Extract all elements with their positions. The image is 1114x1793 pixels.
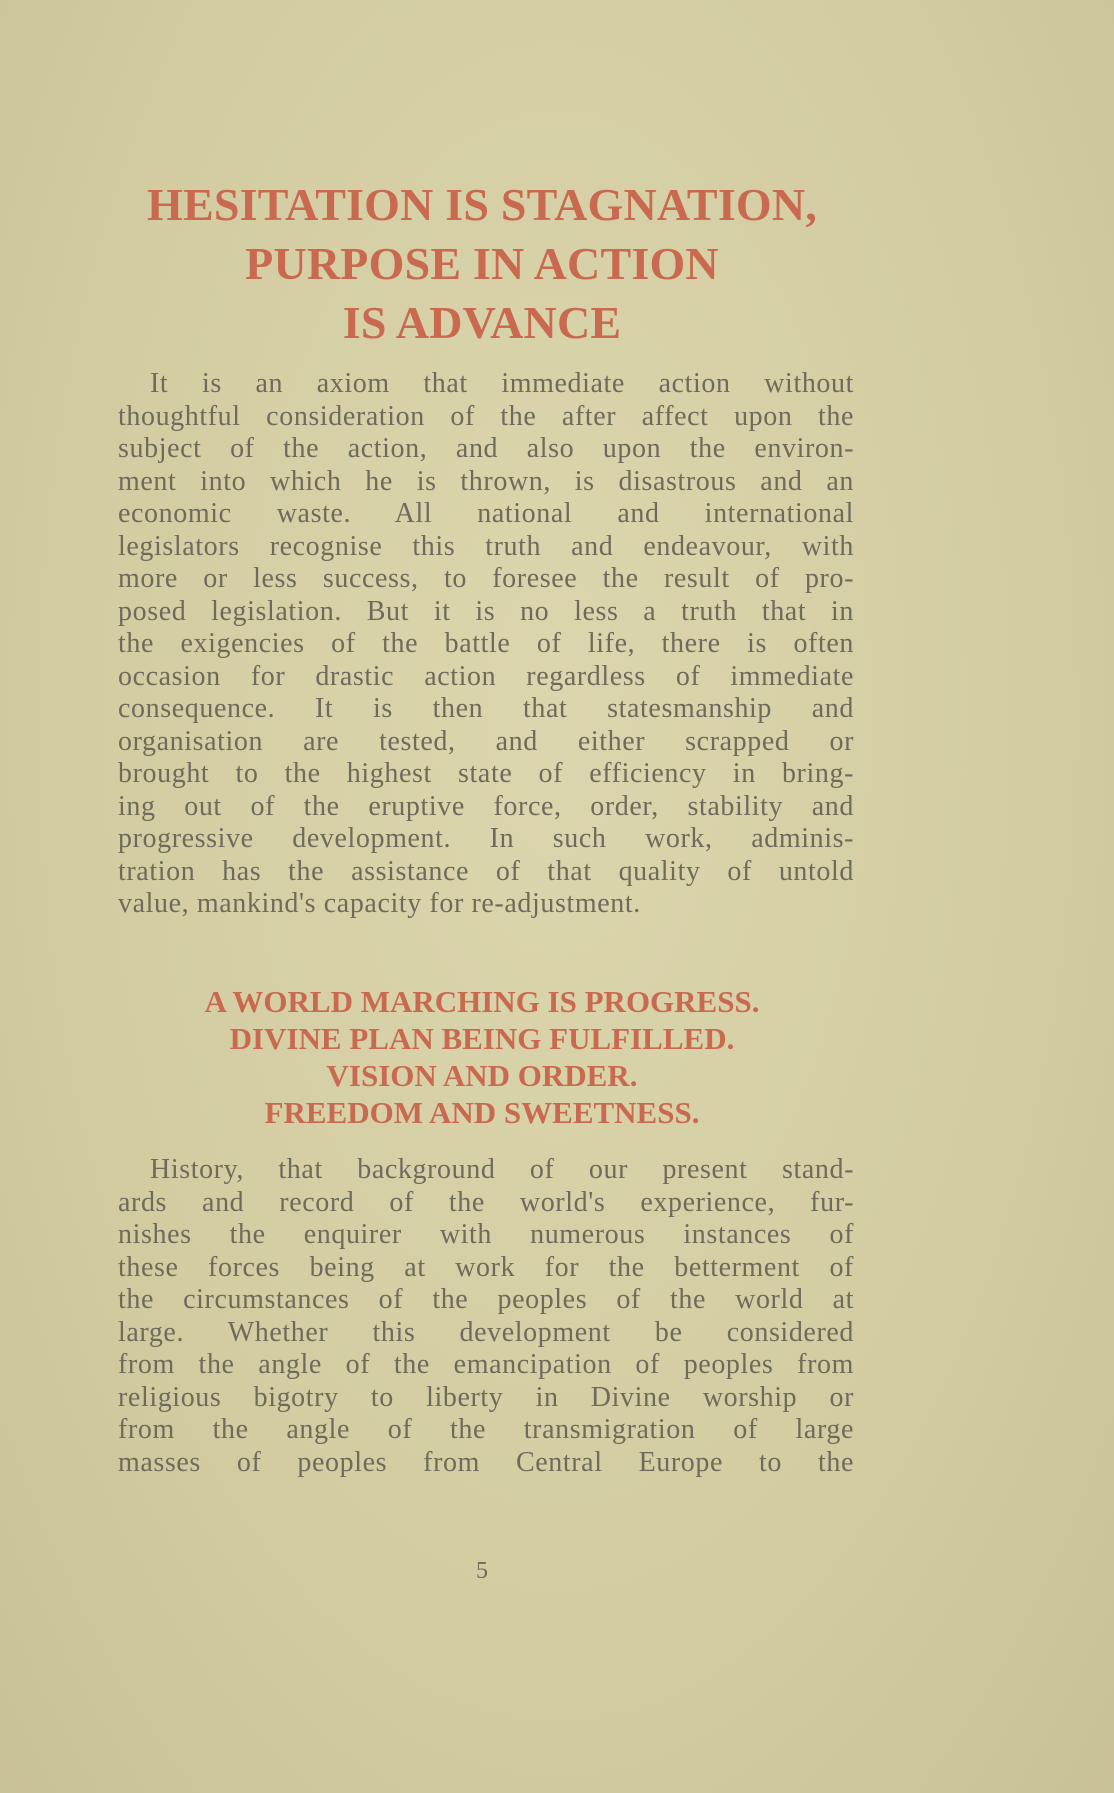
text-line: brought to the highest state of efficiency in bring- (118, 758, 854, 789)
text-line: more or less success, to foresee the result of pro- (118, 563, 854, 594)
heading-line: FREEDOM AND SWEETNESS. (264, 1095, 700, 1130)
text-line: from the angle of the emancipation of peoples from (118, 1349, 854, 1380)
heading-line: VISION AND ORDER. (326, 1058, 638, 1093)
text-line: religious bigotry to liberty in Divine worship or (118, 1381, 854, 1413)
text-line: subject of the action, and also upon the environ- (118, 433, 854, 464)
page-number: 5 (476, 1558, 488, 1584)
section-heading-2 (100, 983, 864, 1131)
text-line: occasion for drastic action regardless of immediate (118, 660, 854, 692)
heading-line: A WORLD MARCHING IS PROGRESS. (204, 984, 760, 1019)
text-line: the circumstances of the peoples of the world at (118, 1284, 854, 1315)
text-line: It is an axiom that immediate action without (150, 368, 854, 399)
text-line: ing out of the eruptive force, order, stability and (118, 790, 854, 822)
text-line: ards and record of the world's experience, fur- (118, 1186, 854, 1218)
text-line: History, that background of our present stand- (150, 1154, 854, 1185)
text-line: value, mankind's capacity for re-adjustment. (118, 888, 641, 919)
text-line: ment into which he is thrown, is disastrous and an (118, 465, 854, 497)
heading-line: IS ADVANCE (342, 297, 622, 348)
heading-line: DIVINE PLAN BEING FULFILLED. (229, 1021, 735, 1056)
text-line: tration has the assistance of that quality of untold (118, 855, 854, 887)
text-line: masses of peoples from Central Europe to the (118, 1446, 854, 1478)
heading-line: PURPOSE IN ACTION (245, 238, 719, 289)
text-line: nishes the enquirer with numerous instances of (118, 1219, 854, 1250)
text-line: legislators recognise this truth and endeavour, with (118, 530, 854, 562)
section-heading-1 (100, 175, 864, 352)
text-line: progressive development. In such work, adminis- (118, 823, 854, 854)
paragraph-2 (118, 1154, 854, 1479)
text-line: organisation are tested, and either scrapped or (118, 725, 854, 757)
text-line: posed legislation. But it is no less a truth that in (118, 595, 854, 627)
heading-line: HESITATION IS STAGNATION, (146, 179, 818, 230)
text-line: the exigencies of the battle of life, there is often (118, 628, 854, 659)
text-line: consequence. It is then that statesmanship and (118, 693, 854, 724)
text-line: from the angle of the transmigration of large (118, 1414, 854, 1445)
text-line: these forces being at work for the betterment of (118, 1251, 854, 1283)
text-line: economic waste. All national and international (118, 498, 854, 529)
paragraph-1 (118, 368, 854, 921)
text-line: thoughtful consideration of the after affect upon the (118, 400, 854, 432)
text-line: large. Whether this development be considered (118, 1316, 854, 1348)
